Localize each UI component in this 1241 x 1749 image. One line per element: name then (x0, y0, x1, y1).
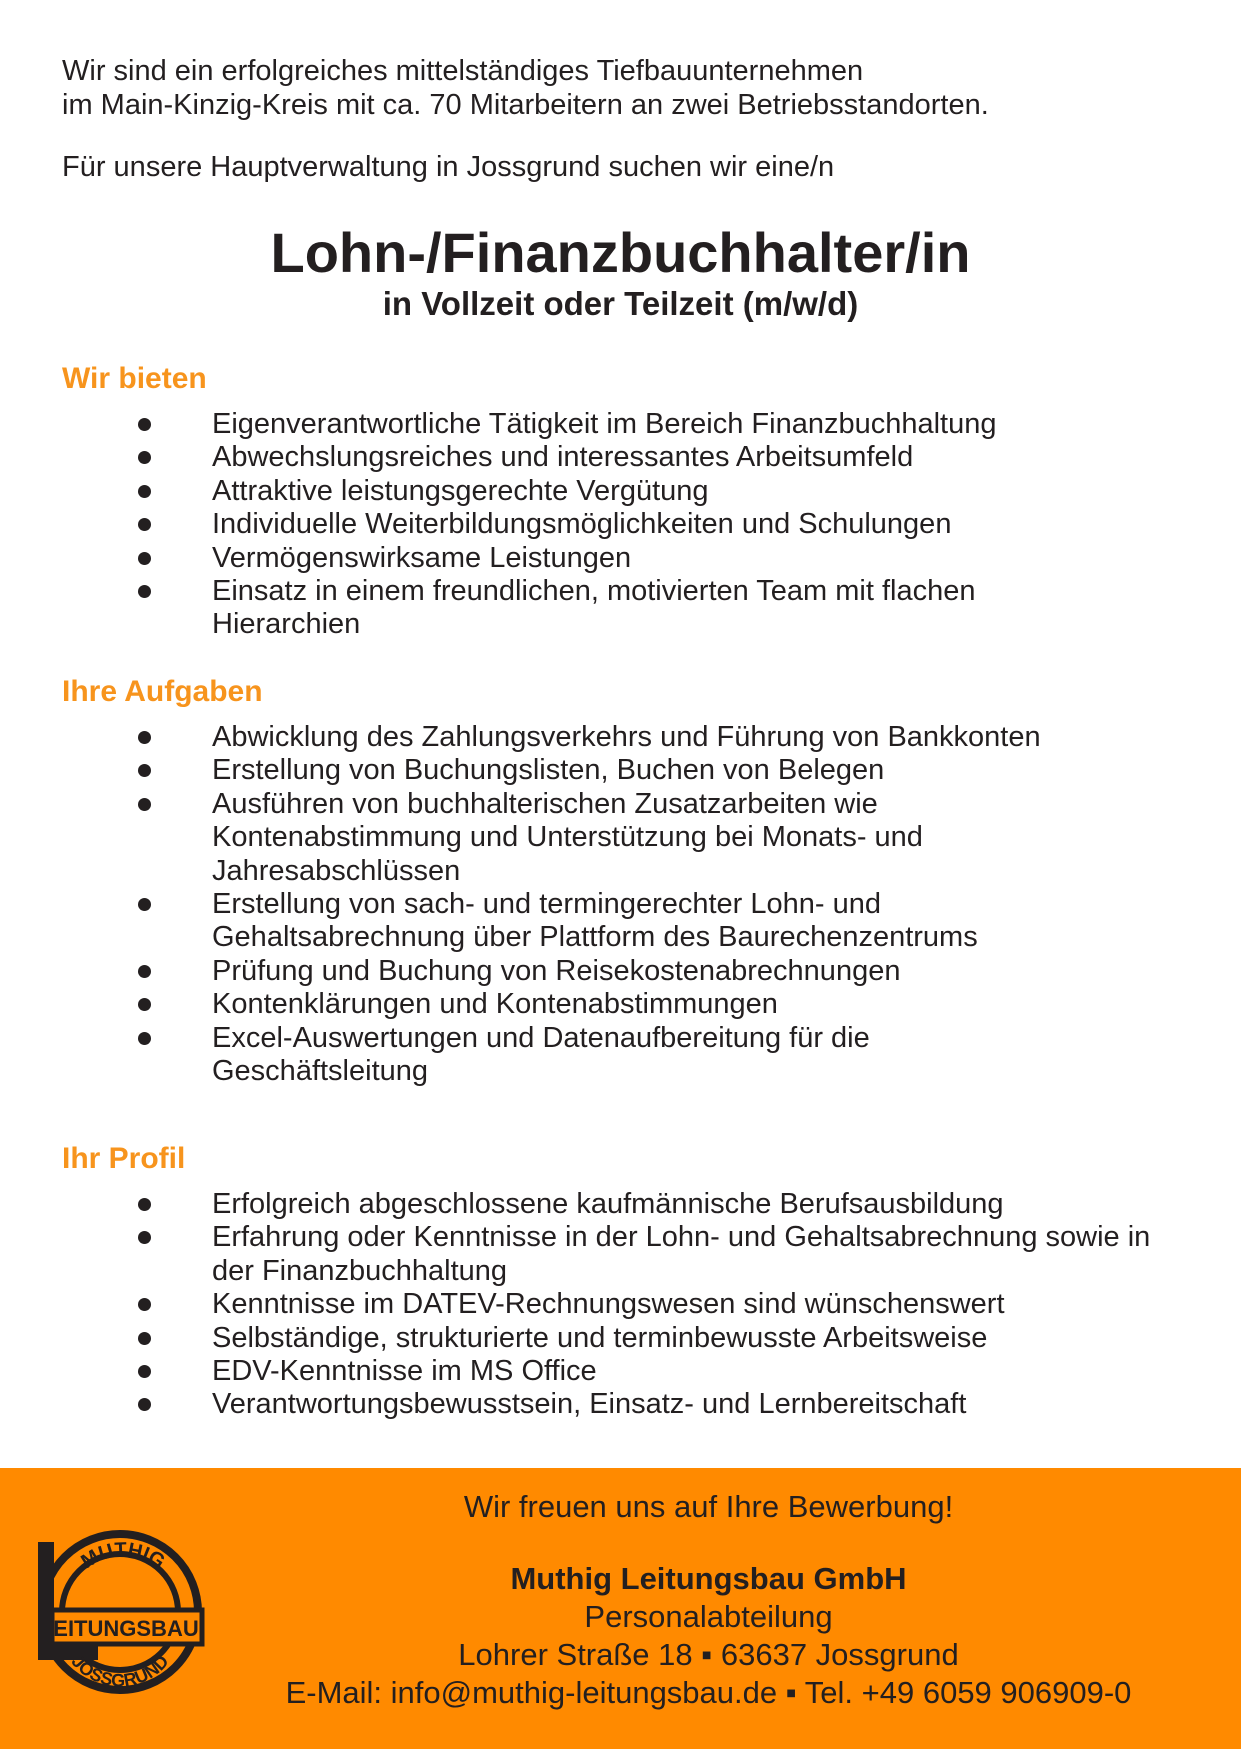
list-item: Abwechslungsreiches und interessantes Arbeitsumfeld (0, 441, 1212, 474)
list-item: Excel-Auswertungen und Datenaufbereitung für die Geschäftsleitung (0, 1022, 1042, 1089)
bullet-icon (138, 451, 151, 464)
bullet-icon (138, 585, 151, 598)
bullet-icon (138, 1332, 151, 1345)
section-heading-profile: Ihr Profil (62, 1142, 186, 1175)
list-item: Erfahrung oder Kenntnisse in der Lohn- und Gehaltsabrechnung sowie in der Finanzbuchhaltung (0, 1221, 1172, 1288)
list-item: Selbständige, strukturierte und terminbewusste Arbeitsweise (0, 1322, 1212, 1355)
tasks-list (0, 721, 1212, 1088)
profile-list (0, 1188, 1212, 1422)
bullet-icon (138, 898, 151, 911)
footer-contact-band (0, 1468, 1241, 1749)
list-item: Erfolgreich abgeschlossene kaufmännische Berufsausbildung (0, 1188, 1212, 1221)
list-item: EDV-Kenntnisse im MS Office (0, 1355, 1212, 1388)
footer-company-name: Muthig Leitungsbau GmbH (510, 1561, 907, 1596)
bullet-icon (138, 798, 151, 811)
bullet-icon (138, 1398, 151, 1411)
offer-list (0, 408, 1212, 642)
logo-bottom-text: JOSSGRUND (67, 1651, 173, 1691)
list-item: Kenntnisse im DATEV-Rechnungswesen sind wünschenswert (0, 1288, 1212, 1321)
job-subtitle: in Vollzeit oder Teilzeit (m/w/d) (382, 285, 859, 322)
bullet-icon (138, 965, 151, 978)
bullet-icon (138, 485, 151, 498)
list-item: Eigenverantwortliche Tätigkeit im Bereich Finanzbuchhaltung (0, 408, 1212, 441)
bullet-icon (138, 731, 151, 744)
logo-middle-text: EITUNGSBAU (53, 1616, 199, 1641)
bullet-icon (138, 764, 151, 777)
list-item: Prüfung und Buchung von Reisekostenabrechnungen (0, 955, 1212, 988)
list-item: Attraktive leistungsgerechte Vergütung (0, 475, 1212, 508)
section-heading-tasks: Ihre Aufgaben (62, 675, 263, 708)
bullet-icon (138, 1365, 151, 1378)
list-item: Einsatz in einem freundlichen, motivierten Team mit flachen Hierarchien (0, 575, 1092, 642)
intro-line-2: im Main-Kinzig-Kreis mit ca. 70 Mitarbeitern an zwei Betriebsstandorten. (62, 89, 989, 121)
bullet-icon (138, 518, 151, 531)
intro-search-line: Für unsere Hauptverwaltung in Jossgrund suchen wir eine/n (62, 151, 835, 183)
intro-line-1: Wir sind ein erfolgreiches mittelständiges Tiefbauunternehmen (62, 55, 864, 87)
bullet-icon (138, 998, 151, 1011)
list-item: Ausführen von buchhalterischen Zusatzarbeiten wie Kontenabstimmung und Unterstützung bei Monats- und Jahresabschlüssen (0, 788, 1042, 888)
list-item: Vermögenswirksame Leistungen (0, 542, 1212, 575)
footer-thanks: Wir freuen uns auf Ihre Bewerbung! (463, 1489, 954, 1524)
footer-department: Personalabteilung (584, 1599, 833, 1634)
bullet-icon (138, 418, 151, 431)
bullet-icon (138, 1198, 151, 1211)
footer-contact: E-Mail: info@muthig-leitungsbau.de ▪ Tel. +49 6059 906909-0 (285, 1675, 1132, 1710)
list-item: Erstellung von sach- und termingerechter Lohn- und Gehaltsabrechnung über Plattform des Baurechenzentrums (0, 888, 1132, 955)
list-item: Kontenklärungen und Kontenabstimmungen (0, 988, 1212, 1021)
list-item: Individuelle Weiterbildungsmöglichkeiten und Schulungen (0, 508, 1212, 541)
logo-top-text: MUTHIG (77, 1538, 169, 1574)
list-item: Verantwortungsbewusstsein, Einsatz- und Lernbereitschaft (0, 1388, 1212, 1421)
bullet-icon (138, 552, 151, 565)
bullet-icon (138, 1231, 151, 1244)
footer-address: Lohrer Straße 18 ▪ 63637 Jossgrund (458, 1637, 959, 1672)
bullet-icon (138, 1298, 151, 1311)
intro-text (62, 54, 989, 122)
list-item: Abwicklung des Zahlungsverkehrs und Führung von Bankkonten (0, 721, 1212, 754)
job-title: Lohn-/Finanzbuchhalter/in (270, 221, 971, 284)
section-heading-offer: Wir bieten (62, 362, 207, 395)
list-item: Erstellung von Buchungslisten, Buchen von Belegen (0, 754, 1212, 787)
bullet-icon (138, 1032, 151, 1045)
